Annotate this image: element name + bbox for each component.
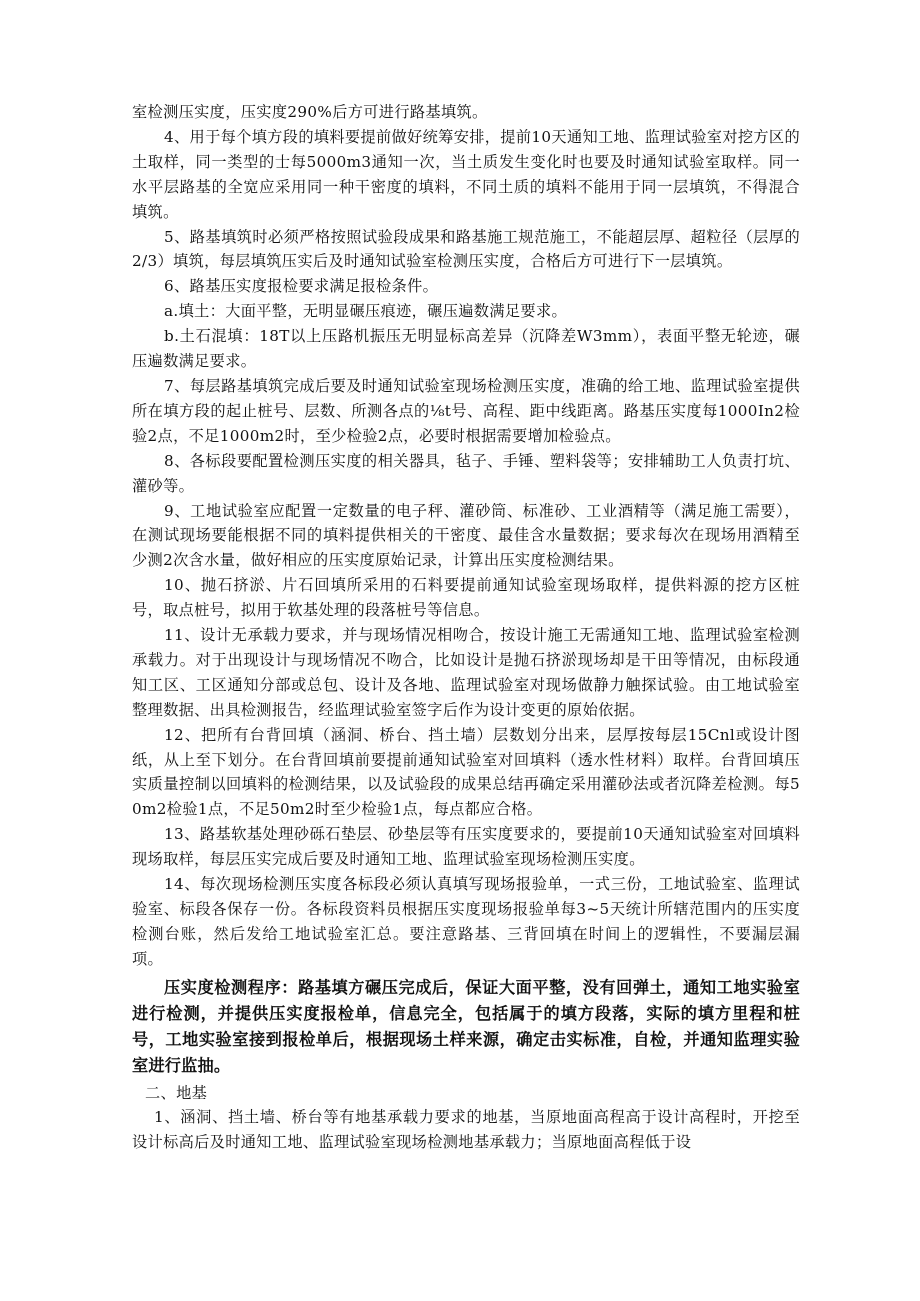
- paragraph-item-14: 14、每次现场检测压实度各标段必须认真填写现场报验单，一式三份，工地试验室、监理试验室、标段各保存一份。各标段资料员根据压实度现场报验单每3~5天统计所辖范围内的压实度检测台账，然后发给工地试验室汇总。要注意路基、三背回填在时间上的逻辑性，不要漏层漏项。: [132, 875, 800, 968]
- paragraph-continuation: 室检测压实度，压实度290%后方可进行路基填筑。: [132, 103, 488, 121]
- paragraph-item-4: 4、用于每个填方段的填料要提前做好统筹安排，提前10天通知工地、监理试验室对挖方区的土取样，同一类型的士每5000m3通知一次，当土质发生变化时也要及时通知试验室取样。同一水平层路基的全宽应采用同一种干密度的填料，不同土质的填料不能用于同一层填筑，不得混合填筑。: [132, 127, 801, 221]
- procedure-paragraph: 压实度检测程序：路基填方碾压完成后，保证大面平整，没有回弹土，通知工地实验室进行检测，并提供压实度报检单，信息完全，包括属于的填方段落，实际的填方里程和桩号，工地实验室接到报检单后，根据现场土样来源，确定击实标准，自检，并通知监理实验室进行监抽。: [132, 977, 800, 1076]
- paragraph-item-11: 11、设计无承载力要求，并与现场情况相吻合，按设计施工无需通知工地、监理试验室检测承载力。对于出现设计与现场情况不吻合，比如设计是抛石挤淤现场却是干田等情况，由标段通知工区、工区通知分部或总包、设计及各地、监理试验室对现场做静力触探试验。由工地试验室整理数据、出具检测报告，经监理试验室签字后作为设计变更的原始依据。: [132, 626, 800, 719]
- document-page: [132, 100, 800, 1155]
- paragraph-item-6b: b.土石混填：18T以上压路机振压无明显标高差异（沉降差W3mm），表面平整无轮迹，碾压遍数满足要求。: [132, 327, 800, 371]
- paragraph-item-13: 13、路基软基处理砂砾石垫层、砂垫层等有压实度要求的，要提前10天通知试验室对回填料现场取样，每层压实完成后要及时通知工地、监理试验室现场检测压实度。: [132, 825, 800, 869]
- paragraph-item-8: 8、各标段要配置检测压实度的相关器具，毡子、手锤、塑料袋等；安排辅助工人负责打坑、灌砂等。: [132, 451, 800, 495]
- section-heading-foundation: 二、地基: [145, 1083, 208, 1102]
- paragraph-item-6a: a.填土：大面平整，无明显碾压痕迹，碾压遍数满足要求。: [164, 302, 568, 321]
- paragraph-item-12: 12、把所有台背回填（涵洞、桥台、挡土墙）层数划分出来，层厚按每层15Cnl或设计图纸，从上至下划分。在台背回填前要提前通知试验室对回填料（透水性材料）取样。台背回填压实质量控制以回填料的检测结果，以及试验段的成果总结再确定采用灌砂法或者沉降差检测。每50m2检验1点，不足50m2时至少检验1点，每点都应合格。: [132, 725, 800, 819]
- paragraph-item-10: 10、抛石挤淤、片石回填所采用的石料要提前通知试验室现场取样，提供料源的挖方区桩号，取点桩号，拟用于软基处理的段落桩号等信息。: [132, 576, 800, 620]
- paragraph-item-7: 7、每层路基填筑完成后要及时通知试验室现场检测压实度，准确的给工地、监理试验室提供所在填方段的起止桩号、层数、所测各点的⅛t号、高程、距中线距离。路基压实度每1000In2检验2点，不足1000m2时，至少检验2点，必要时根据需要增加检验点。: [132, 376, 800, 445]
- paragraph-item-5: 5、路基填筑时必须严格按照试验段成果和路基施工规范施工，不能超层厚、超粒径（层厚的2/3）填筑，每层填筑压实后及时通知试验室检测压实度，合格后方可进行下一层填筑。: [132, 227, 800, 271]
- paragraph-item-6: 6、路基压实度报检要求满足报检条件。: [164, 277, 439, 296]
- paragraph-foundation-1: 1、涵洞、挡土墙、桥台等有地基承载力要求的地基，当原地面高程高于设计高程时，开挖至设计标高后及时通知工地、监理试验室现场检测地基承载力；当原地面高程低于设: [132, 1108, 800, 1152]
- paragraph-item-9: 9、工地试验室应配置一定数量的电子秤、灌砂筒、标准砂、工业酒精等（满足施工需要），在测试现场要能根据不同的填料提供相关的干密度、最佳含水量数据；要求每次在现场用酒精至少测2次含水量，做好相应的压实度原始记录，计算出压实度检测结果。: [132, 501, 800, 570]
